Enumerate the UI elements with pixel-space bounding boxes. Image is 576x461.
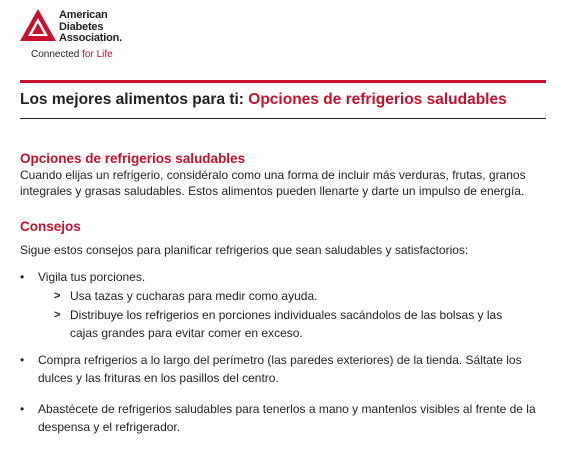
tip-item-1-text: Vigila tus porciones. <box>38 270 146 284</box>
page-title-prefix: Los mejores alimentos para ti: <box>20 91 244 108</box>
chevron-right-icon: > <box>54 290 61 302</box>
logo-tagline-prefix: Connected <box>31 49 80 60</box>
logo-wordmark <box>59 10 122 45</box>
intro-heading: Opciones de refrigerios saludables <box>20 151 246 166</box>
tip-item-1-sub-1-text: Usa tazas y cucharas para medir como ayuda. <box>70 289 318 303</box>
page-title <box>20 91 507 109</box>
intro-body: Cuando elijas un refrigerio, considéralo como una forma de incluir más verduras, frutas, granos integrales y grasas saludables. Estos alimentos pueden llenarte y darte un impulso de energía. <box>20 168 526 198</box>
page-title-accent: Opciones de refrigerios saludables <box>248 91 507 108</box>
logo-line-3: Association. <box>59 32 123 44</box>
tip-item-1-sub-2-text: Distribuye los refrigerios en porciones individuales sacándolos de las bolsas y las cajas grandes para evitar comer en exceso. <box>70 308 503 340</box>
ada-triangle-logo-icon <box>20 9 56 41</box>
bullet-icon: • <box>20 353 25 367</box>
tip-item-2-text: Compra refrigerios a lo largo del perímetro (las paredes exteriores) de la tienda. Sáltate los dulces y las frituras en los pasillos del centro. <box>38 353 522 385</box>
logo-tagline <box>31 49 113 60</box>
tip-item-3-text: Abastécete de refrigerios saludables para tenerlos a mano y mantenlos visibles al frente de la despensa y el refrigerador. <box>38 402 536 434</box>
header-bottom-rule <box>20 118 546 119</box>
ada-logo <box>20 9 170 65</box>
bullet-icon: • <box>20 270 25 284</box>
logo-line-2: Diabetes <box>59 20 104 33</box>
tips-heading: Consejos <box>20 219 81 234</box>
tips-intro: Sigue estos consejos para planificar refrigerios que sean saludables y satisfactorios: <box>20 243 469 257</box>
logo-line-1: American <box>59 9 108 21</box>
bullet-icon: • <box>20 402 25 416</box>
chevron-right-icon: > <box>54 309 61 321</box>
logo-tagline-accent: for Life <box>82 49 113 60</box>
header-top-rule <box>20 80 546 83</box>
